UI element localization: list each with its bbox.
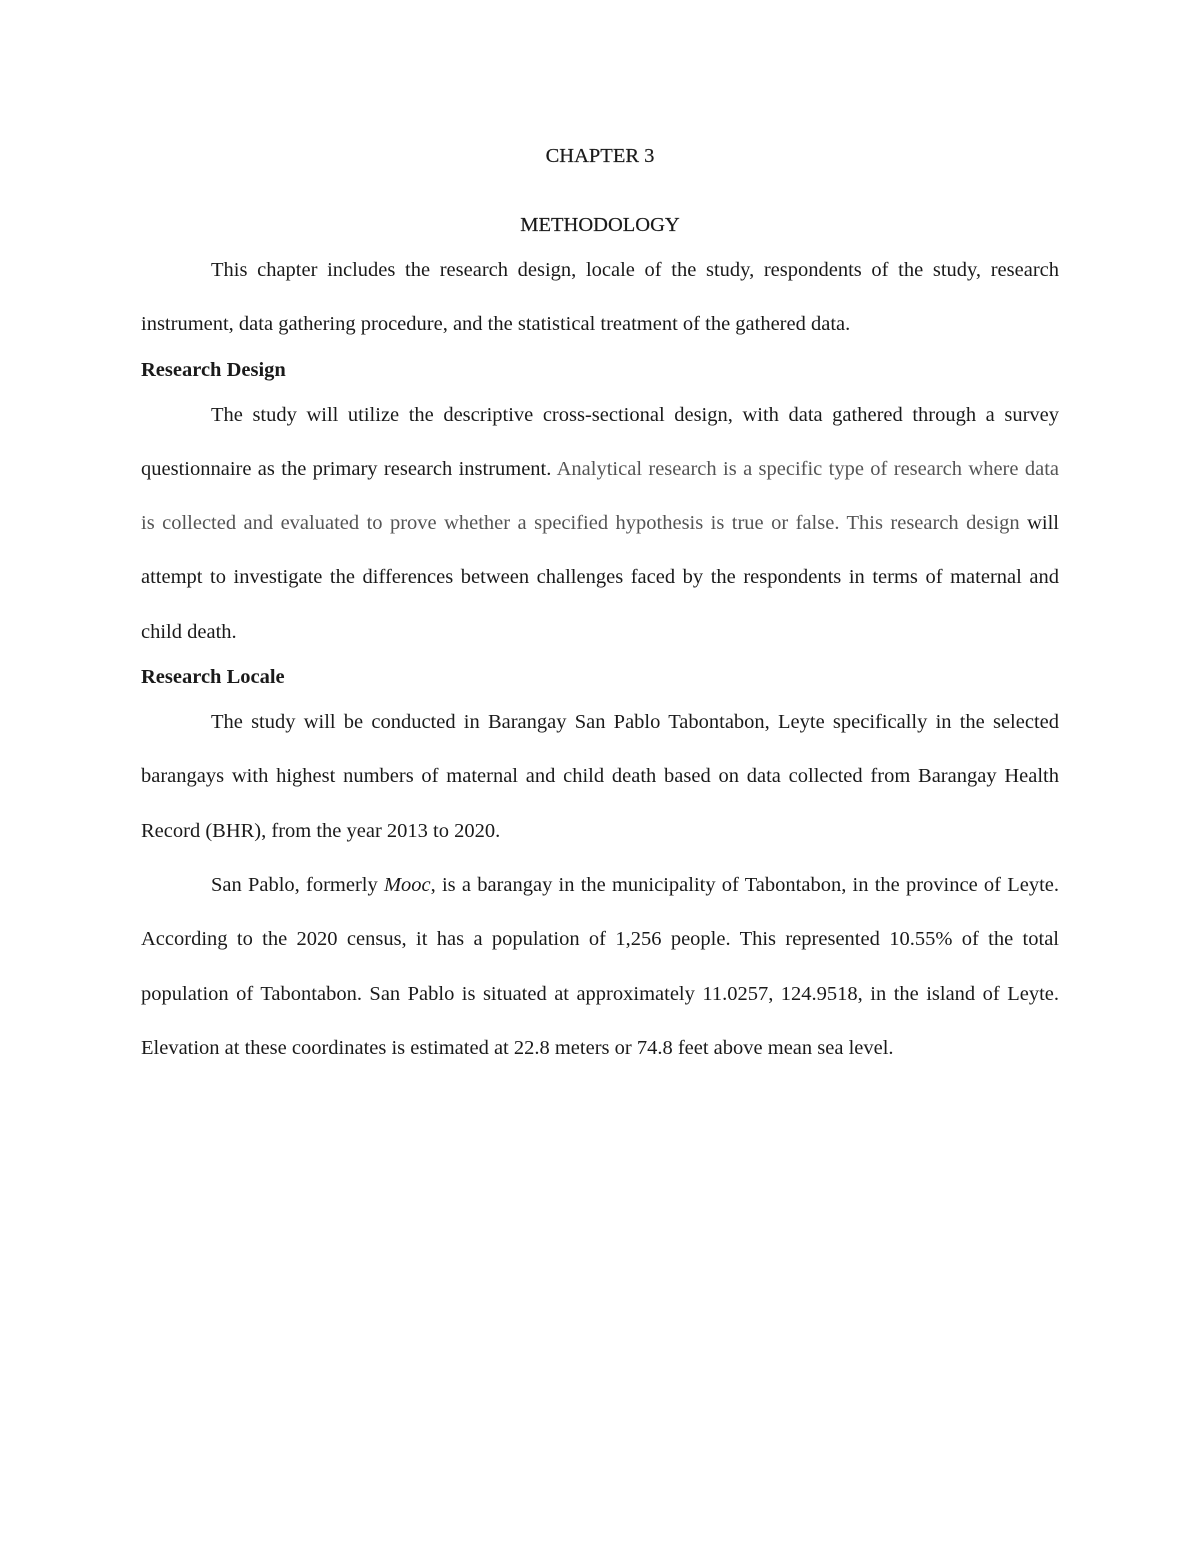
research-design-text-part1: The study will utilize the descriptive cross-sectional design, with data gathered through a survey questionnaire as the primary research instrument. bbox=[141, 403, 1059, 480]
section-heading-research-design: Research Design bbox=[141, 358, 286, 381]
chapter-title: METHODOLOGY bbox=[520, 214, 680, 236]
page-content bbox=[141, 138, 1059, 1075]
section-heading-research-locale: Research Locale bbox=[141, 666, 285, 689]
san-pablo-paragraph bbox=[141, 858, 1059, 1075]
san-pablo-text-after-italic: , is a barangay in the municipality of Tabontabon, in the province of Leyte. According to the 2020 census, it has a population of 1,256 people. This represented 10.55% of the total population of Tabontabon. San Pablo is situated at approximately 11.0257, 124.9518, in the island of Leyte. Elevation at these coordinates is estimated at 22.8 meters or 74.8 feet above mean sea level. bbox=[141, 873, 1059, 1059]
research-design-paragraph bbox=[141, 388, 1059, 659]
intro-paragraph: This chapter includes the research design, locale of the study, respondents of the study, research instrument, data gathering procedure, and the statistical treatment of the gathered data. bbox=[141, 259, 1059, 336]
san-pablo-text-before-italic: San Pablo, formerly bbox=[211, 873, 384, 896]
research-design-text-part2: Analytical research is a specific type of research where data is collected and evaluated to prove whether a specified hypothesis is true or false. This research design bbox=[141, 457, 1059, 535]
research-locale-paragraph: The study will be conducted in Barangay San Pablo Tabontabon, Leyte specifically in the selected barangays with highest numbers of maternal and child death based on data collected from Barangay Health Record (BHR), from the year 2013 to 2020. bbox=[141, 711, 1059, 842]
research-design-text-part3: will attempt to investigate the differences between challenges faced by the respondents in terms of maternal and child death. bbox=[141, 512, 1059, 643]
former-name-italic: Mooc bbox=[383, 873, 431, 896]
chapter-number: CHAPTER 3 bbox=[545, 145, 655, 167]
